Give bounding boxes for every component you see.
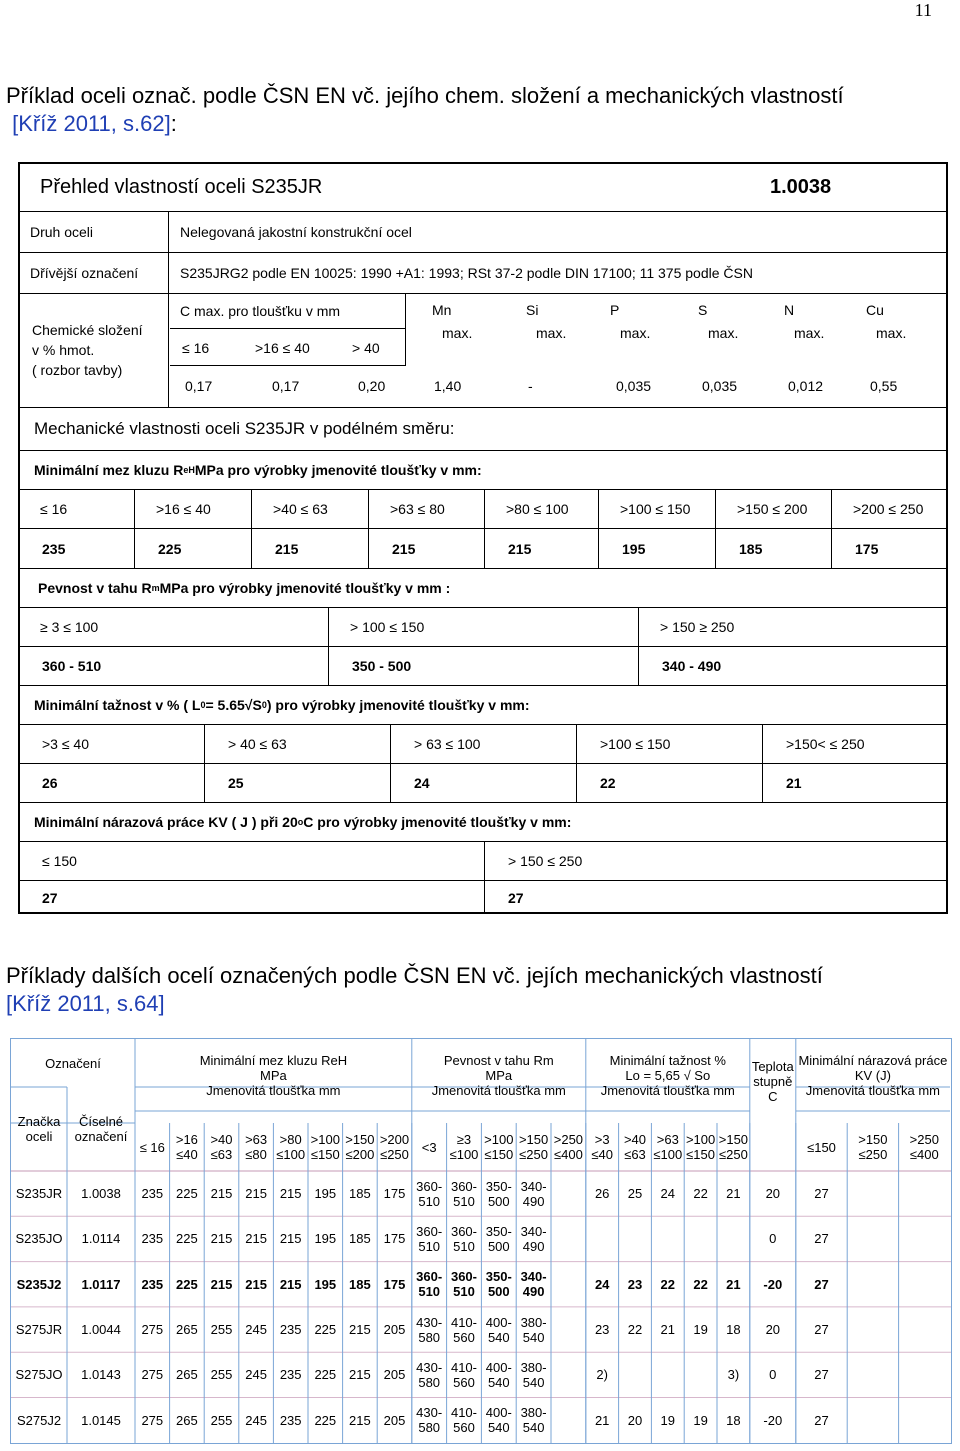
reh-values-row: [20, 529, 946, 569]
reh-value-cell: 215: [508, 540, 532, 557]
rm-value: 400- 540: [485, 1405, 512, 1436]
a-value-cell: 25: [228, 775, 244, 791]
kv-value: [847, 1398, 898, 1443]
rm-value: 340- 490: [520, 1269, 547, 1300]
rm-range: >100 ≤150: [484, 1132, 514, 1162]
reh-value-cell: 215: [275, 540, 299, 557]
reh-range: >100 ≤150: [310, 1132, 340, 1162]
reh-value: 225: [314, 1367, 337, 1383]
chem-value: 0,035: [616, 378, 652, 394]
reh-value: 235: [279, 1412, 302, 1428]
header-rm: Pevnost v tahu Rm MPa Jmenovitá tloušťka mm: [431, 1052, 566, 1098]
rm-value: 430- 580: [416, 1359, 443, 1390]
rm-value: [551, 1171, 586, 1216]
rm-value: [551, 1216, 586, 1261]
reh-range: >16 ≤40: [175, 1132, 198, 1162]
druh-value: Nelegovaná jakostní konstrukční ocel: [180, 224, 412, 240]
kv-value: [899, 1171, 950, 1216]
reh-value-cell: 235: [42, 540, 66, 557]
title-row: [20, 164, 946, 212]
reh-value: 175: [383, 1186, 406, 1202]
chem-value: -: [528, 378, 533, 394]
heading-more-steels: [6, 962, 823, 1018]
reh-value: 225: [176, 1186, 198, 1202]
reh-value: 215: [279, 1186, 302, 1202]
chemistry-row: [20, 294, 946, 408]
a-range: >100 ≤150: [685, 1132, 716, 1162]
reh-value-cell: 185: [739, 540, 763, 557]
header-znacka: Značka oceli: [17, 1114, 61, 1144]
a-value: 2): [596, 1367, 608, 1383]
rm-value: 350- 500: [485, 1178, 512, 1209]
reh-value: 205: [383, 1322, 406, 1338]
a-value: 19: [693, 1412, 708, 1428]
kv-value: 27: [814, 1231, 829, 1247]
reh-value: 275: [141, 1412, 164, 1428]
reh-value: 215: [349, 1367, 371, 1383]
reh-value: 215: [349, 1412, 371, 1428]
rm-value: 350- 500: [485, 1269, 512, 1300]
a-value: 22: [627, 1322, 643, 1338]
rm-value-cell: 340 - 490: [662, 658, 722, 674]
a-value: [684, 1216, 717, 1261]
temperature-value: 20: [765, 1186, 781, 1202]
steel-grade: S235JR: [15, 1186, 63, 1202]
rm-range-cell: > 100 ≤ 150: [350, 619, 425, 635]
chem-value: 0,035: [702, 378, 738, 394]
element-max: max.: [620, 325, 651, 341]
header-a: Minimální tažnost % Lo = 5,65 √ So Jmenovitá tloušťka mm: [600, 1052, 735, 1098]
kv-value: 27: [814, 1276, 829, 1292]
reh-value: 275: [141, 1367, 164, 1383]
rm-value: 380- 540: [520, 1359, 547, 1390]
reh-value: 225: [314, 1322, 337, 1338]
reh-value: 175: [383, 1231, 406, 1247]
steel-s235jr-properties-table: [18, 162, 948, 914]
kv-value: [899, 1352, 950, 1397]
reh-range-cell: >150 ≤ 200: [737, 501, 808, 517]
rm-range-cell: > 150 ≥ 250: [660, 619, 735, 635]
a-value: [619, 1352, 652, 1397]
a-value: 18: [726, 1412, 741, 1428]
kv-range: >150 ≤250: [858, 1132, 888, 1162]
a-value: 21: [594, 1412, 610, 1428]
kv-value: [847, 1216, 898, 1261]
kv-value: [847, 1352, 898, 1397]
kv-value: 27: [814, 1412, 829, 1428]
kv-range: ≤150: [807, 1139, 836, 1155]
rm-range: <3: [421, 1139, 437, 1155]
kv-value: [899, 1262, 950, 1307]
heading-reference: [Kříž 2011, s.62]: [12, 111, 171, 136]
element-max: max.: [794, 325, 825, 341]
a-value: 19: [660, 1412, 676, 1428]
rm-value: 360- 510: [450, 1269, 477, 1300]
element-max: max.: [442, 325, 473, 341]
reh-value: 255: [210, 1322, 233, 1338]
reh-range-cell: >63 ≤ 80: [390, 501, 445, 517]
rm-range: >150 ≤250: [518, 1132, 549, 1162]
a-value: 21: [660, 1322, 676, 1338]
reh-value: 215: [210, 1231, 233, 1247]
reh-range: >80 ≤100: [276, 1132, 306, 1162]
rm-label-row: [20, 569, 946, 608]
header-kv: Minimální nárazová práce KV (J) Jmenovitá tloušťka mm: [798, 1052, 948, 1098]
steel-grade: S235JO: [15, 1231, 63, 1247]
a-range-cell: > 40 ≤ 63: [228, 736, 287, 752]
rm-value: 430- 580: [416, 1314, 443, 1345]
reh-value: 215: [210, 1276, 233, 1292]
reh-value: 205: [383, 1367, 406, 1383]
heading-text: Příklad oceli označ. podle ČSN EN vč. jejího chem. složení a mechanických vlastností: [6, 83, 844, 108]
reh-value: 215: [279, 1231, 302, 1247]
rm-value: 340- 490: [520, 1223, 547, 1254]
drivejsi-value: S235JRG2 podle EN 10025: 1990 +A1: 1993; RSt 37-2 podle DIN 17100; 11 375 podle ČSN: [180, 265, 753, 281]
kv-range-cell: ≤ 150: [42, 853, 77, 869]
kv-value: 27: [814, 1186, 829, 1202]
header-teplota: Teplota stupně C: [751, 1058, 794, 1104]
rm-value: [551, 1352, 586, 1397]
reh-value: 195: [314, 1276, 337, 1292]
reh-range-cell: >16 ≤ 40: [156, 501, 211, 517]
kv-value: 27: [814, 1322, 829, 1338]
reh-value: 235: [279, 1367, 302, 1383]
chem-value: 0,17: [185, 378, 213, 394]
a-value: [619, 1216, 652, 1261]
reh-range-cell: >40 ≤ 63: [273, 501, 328, 517]
reh-value-cell: 175: [855, 540, 879, 557]
druh-label: Druh oceli: [30, 224, 94, 240]
steel-grade: S275JO: [15, 1367, 63, 1383]
reh-range-cell: >80 ≤ 100: [506, 501, 569, 517]
a-label-row: [20, 686, 946, 725]
a-value: 26: [594, 1186, 610, 1202]
kv-value: [847, 1171, 898, 1216]
element-max: max.: [876, 325, 907, 341]
rm-value-cell: 360 - 510: [42, 658, 102, 674]
kv-value: 27: [814, 1367, 829, 1383]
a-range-cell: >3 ≤ 40: [42, 736, 89, 752]
a-value: 23: [627, 1276, 643, 1292]
a-range-cell: >100 ≤ 150: [600, 736, 671, 752]
mech-title-row: [20, 408, 946, 451]
rm-ranges-row: [20, 608, 946, 647]
table-title: Přehled vlastností oceli S235JR: [40, 176, 323, 198]
kv-value: [847, 1262, 898, 1307]
reh-value: 175: [383, 1276, 406, 1292]
kv-range-cell: > 150 ≤ 250: [508, 853, 583, 869]
a-label: Minimální tažnost v % ( L 0 = 5.65√S 0 ) pro výrobky jmenovité tloušťky v mm:: [34, 697, 530, 713]
heading2-reference: [Kříž 2011, s.64]: [6, 991, 165, 1016]
header-cislo: Číselné označení: [74, 1114, 128, 1144]
chem-value: 0,20: [358, 378, 386, 394]
a-value: 22: [693, 1186, 708, 1202]
reh-value: 225: [176, 1276, 198, 1292]
kv-value: [899, 1307, 950, 1352]
chem-label: Chemické složení v % hmot. ( rozbor tavby): [32, 322, 143, 378]
rm-value: 380- 540: [520, 1405, 547, 1436]
a-value: 18: [726, 1322, 741, 1338]
reh-value: 215: [349, 1322, 371, 1338]
kv-value: [899, 1216, 950, 1261]
rm-value: 360- 510: [450, 1223, 477, 1254]
reh-value: 215: [245, 1186, 267, 1202]
heading2-text: Příklady dalších ocelí označených podle ČSN EN vč. jejích mechanických vlastností: [6, 963, 823, 988]
kv-value: [847, 1307, 898, 1352]
reh-label-row: [20, 451, 946, 490]
reh-value: 225: [314, 1412, 337, 1428]
element-symbol: Cu: [866, 302, 884, 318]
chem-value: 0,55: [870, 378, 898, 394]
heading-example-steel: Příklad oceli označ. podle ČSN EN vč. jejího chem. složení a mechanických vlastností [Kříž 2011, s.62]:: [6, 83, 844, 136]
a-value: 24: [594, 1276, 610, 1292]
chem-value: 1,40: [434, 378, 462, 394]
mech-title: Mechanické vlastnosti oceli S235JR v podélném směru:: [34, 419, 455, 438]
steel-number: 1.0038: [81, 1186, 121, 1202]
reh-value: 205: [383, 1412, 406, 1428]
reh-value: 235: [141, 1276, 164, 1292]
reh-range-cell: >200 ≤ 250: [853, 501, 924, 517]
reh-value: 185: [349, 1231, 371, 1247]
a-value: 3): [727, 1367, 740, 1383]
reh-value: 245: [245, 1322, 267, 1338]
rm-value: [551, 1398, 586, 1443]
reh-value: 235: [141, 1186, 164, 1202]
a-value: 24: [660, 1186, 676, 1202]
reh-value: 225: [176, 1231, 198, 1247]
a-value: 21: [726, 1276, 741, 1292]
a-value: 23: [594, 1322, 610, 1338]
a-value: 22: [660, 1276, 676, 1292]
reh-range-cell: >100 ≤ 150: [620, 501, 691, 517]
reh-value: 255: [210, 1367, 233, 1383]
element-symbol: S: [698, 302, 708, 318]
reh-value: 185: [349, 1186, 371, 1202]
a-range: >63 ≤100: [653, 1132, 683, 1162]
chem-values: [170, 366, 946, 406]
a-value: [651, 1216, 684, 1261]
rm-value: 410- 560: [450, 1314, 477, 1345]
steels-mechanical-properties-table: [10, 1038, 952, 1444]
reh-value: 245: [245, 1367, 267, 1383]
reh-value: 185: [349, 1276, 371, 1292]
reh-range-cell: ≤ 16: [40, 501, 68, 517]
reh-value-cell: 215: [392, 540, 416, 557]
rm-value: 410- 560: [450, 1405, 477, 1436]
a-range-cell: >150< ≤ 250: [786, 736, 865, 752]
element-symbol: N: [784, 302, 795, 318]
kv-value-cell: 27: [42, 889, 58, 906]
kv-label-row: [20, 803, 946, 842]
a-value-cell: 21: [786, 775, 802, 791]
rm-values-row: [20, 647, 946, 686]
reh-range: >63 ≤80: [245, 1132, 268, 1162]
a-ranges-row: [20, 725, 946, 764]
reh-value-cell: 225: [158, 540, 182, 557]
header-oznaceni: Označení: [45, 1055, 101, 1071]
reh-value: 235: [141, 1231, 164, 1247]
temperature-value: 0: [769, 1367, 777, 1383]
drivejsi-label: Dřívější označení: [30, 265, 139, 281]
steel-number: 1.0038: [770, 176, 832, 198]
reh-ranges-row: [20, 490, 946, 529]
reh-value: 215: [245, 1276, 267, 1292]
reh-value: 255: [210, 1412, 233, 1428]
a-value-cell: 22: [600, 775, 616, 791]
reh-label: Minimální mez kluzu R eH MPa pro výrobky jmenovité tloušťky v mm:: [34, 462, 482, 478]
kv-value-cell: 27: [508, 889, 524, 906]
element-symbol: P: [610, 302, 620, 318]
a-range: >3 ≤40: [591, 1132, 613, 1162]
reh-value: 215: [210, 1186, 233, 1202]
header-reh: Minimální mez kluzu ReH MPa Jmenovitá tloušťka mm: [199, 1052, 348, 1098]
rm-value: 410- 560: [450, 1359, 477, 1390]
page-number: 11: [914, 0, 932, 20]
steel-number: 1.0117: [81, 1276, 121, 1292]
kv-values-row: [20, 881, 946, 914]
a-value: [651, 1352, 684, 1397]
a-value: 22: [693, 1276, 708, 1292]
a-range-cell: > 63 ≤ 100: [414, 736, 481, 752]
steel-number: 1.0145: [81, 1412, 121, 1428]
element-symbol: Mn: [432, 302, 452, 318]
a-value: 20: [627, 1412, 643, 1428]
a-value: [586, 1216, 619, 1261]
rm-value: 400- 540: [485, 1314, 512, 1345]
reh-value: 265: [176, 1322, 198, 1338]
rm-label: Pevnost v tahu R m MPa pro výrobky jmenovité tloušťky v mm :: [38, 580, 451, 596]
steel-number: 1.0114: [81, 1231, 121, 1247]
a-value-cell: 24: [414, 775, 430, 791]
temperature-value: -20: [763, 1276, 783, 1292]
rm-value: 360- 510: [416, 1223, 443, 1254]
rm-value: 360- 510: [416, 1269, 443, 1300]
reh-value: 265: [176, 1367, 198, 1383]
reh-value: 275: [141, 1322, 164, 1338]
rm-value: 380- 540: [520, 1314, 547, 1345]
a-value: 21: [726, 1186, 741, 1202]
kv-range: >250 ≤400: [909, 1132, 939, 1162]
reh-value: 265: [176, 1412, 198, 1428]
kv-label: Minimální nárazová práce KV ( J ) při 20 o C pro výrobky jmenovité tloušťky v mm:: [34, 814, 572, 830]
reh-value: 195: [314, 1231, 337, 1247]
a-range: >150 ≤250: [718, 1132, 749, 1162]
kv-value: [899, 1398, 950, 1443]
reh-value: 195: [314, 1186, 337, 1202]
drivejsi-row: [20, 253, 946, 294]
steel-grade: S275J2: [16, 1412, 62, 1428]
rm-range-cell: ≥ 3 ≤ 100: [40, 619, 99, 635]
reh-range: >200 ≤250: [379, 1132, 410, 1162]
a-value: 19: [693, 1322, 708, 1338]
reh-range: >40 ≤63: [210, 1132, 233, 1162]
rm-value: 400- 540: [485, 1359, 512, 1390]
a-value: 25: [627, 1186, 643, 1202]
chem-value: 0,17: [272, 378, 300, 394]
rm-range: ≥3 ≤100: [449, 1132, 479, 1162]
rm-value: 350- 500: [485, 1223, 512, 1254]
reh-range: >150 ≤200: [345, 1132, 375, 1162]
a-range: >40 ≤63: [623, 1132, 647, 1162]
rm-value-cell: 350 - 500: [352, 658, 412, 674]
kv-ranges-row: [20, 842, 946, 881]
a-value: [684, 1352, 717, 1397]
reh-value-cell: 195: [622, 540, 646, 557]
temperature-value: -20: [763, 1412, 783, 1428]
a-values-row: [20, 764, 946, 803]
rm-value: [551, 1262, 586, 1307]
rm-value: 360- 510: [450, 1178, 477, 1209]
druh-row: [20, 212, 946, 253]
steel-number: 1.0143: [81, 1367, 121, 1383]
rm-value: 430- 580: [416, 1405, 443, 1436]
reh-value: 215: [245, 1231, 267, 1247]
reh-value: 235: [279, 1322, 302, 1338]
a-value-cell: 26: [42, 775, 58, 791]
reh-value: 215: [279, 1276, 302, 1292]
rm-value: 340- 490: [520, 1178, 547, 1209]
reh-value: 245: [245, 1412, 267, 1428]
rm-value: [551, 1307, 586, 1352]
temperature-value: 20: [765, 1322, 781, 1338]
a-value: [717, 1216, 750, 1261]
steel-number: 1.0044: [81, 1322, 121, 1338]
rm-value: 360- 510: [416, 1178, 443, 1209]
element-symbol: Si: [526, 302, 539, 318]
reh-range: ≤ 16: [139, 1139, 165, 1155]
steel-grade: S235J2: [16, 1276, 62, 1292]
steel-grade: S275JR: [15, 1322, 63, 1338]
temperature-value: 0: [769, 1231, 777, 1247]
element-max: max.: [708, 325, 739, 341]
chem-value: 0,012: [788, 378, 824, 394]
element-max: max.: [536, 325, 567, 341]
rm-range: >250 ≤400: [553, 1132, 584, 1162]
c-max-box: C max. pro tloušťku v mm ≤ 16 >16 ≤ 40 > 40: [170, 294, 406, 366]
